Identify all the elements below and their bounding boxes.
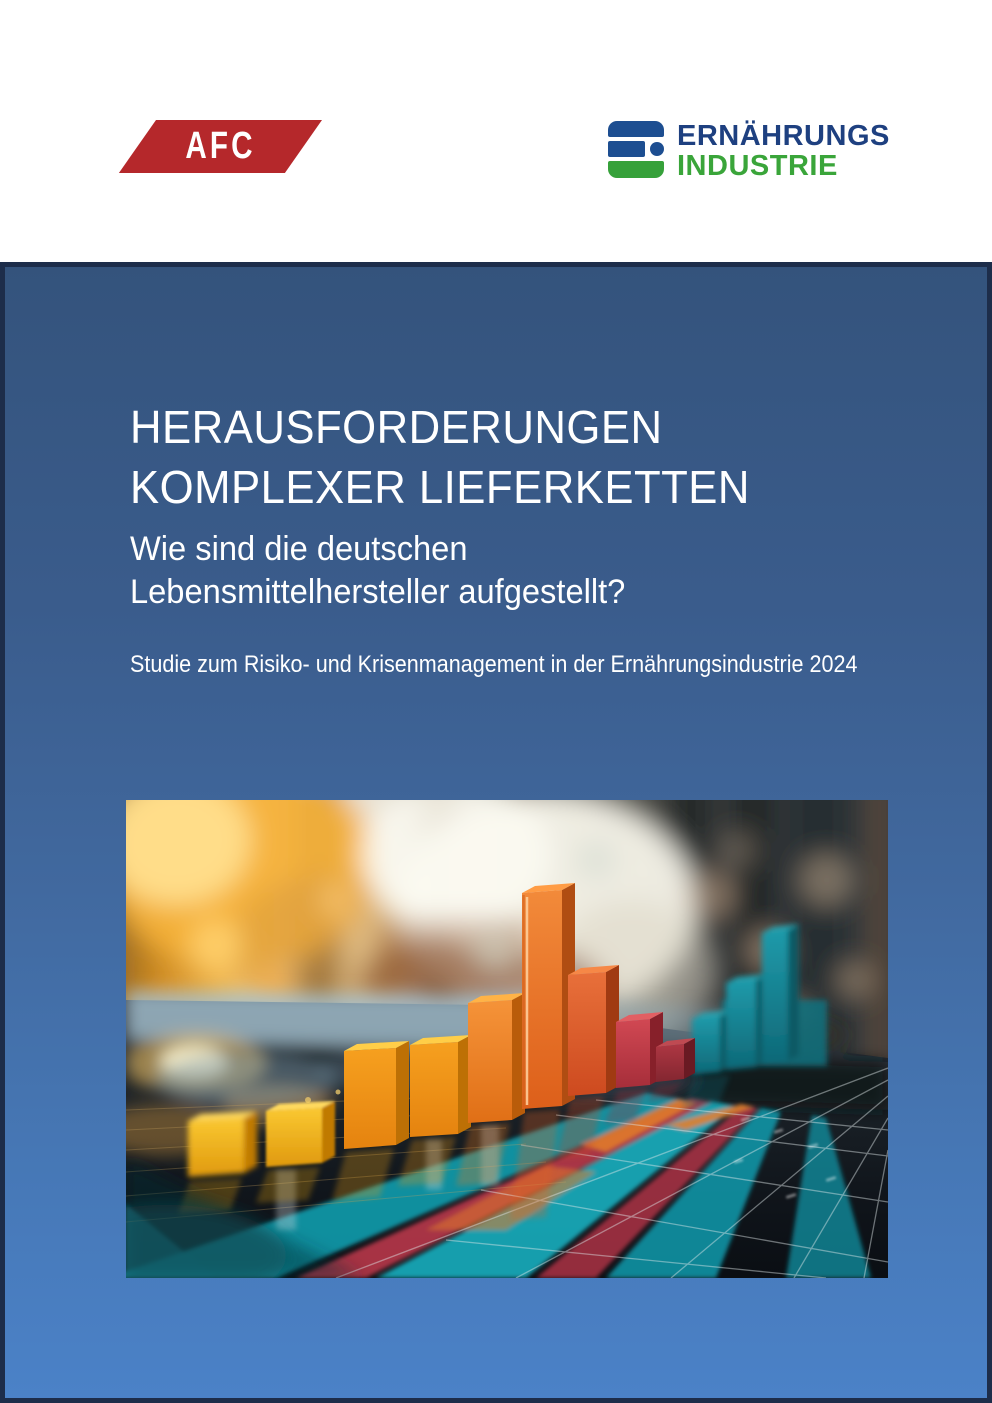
cover-subtitle-line2: Lebensmittelhersteller aufgestellt? [130,573,626,612]
cover-title [130,397,750,517]
icon-bar-bottom [608,161,664,178]
cover-subtitle-line1: Wie sind die deutschen [130,530,468,569]
icon-dot [650,142,664,156]
afc-logo-label: AFC [185,125,256,167]
ernaehrungsindustrie-wordmark [677,121,890,181]
cover-subtitle [130,528,625,614]
ernaehrungsindustrie-logo [608,121,890,181]
study-line: Studie zum Risiko- und Krisenmanagement in der Ernährungsindustrie 2024 [130,650,858,678]
hero-image [126,800,888,1278]
icon-bar-top [608,121,664,137]
bar-chart-photo [126,800,888,1278]
cover-title-line2: KOMPLEXER LIEFERKETTEN [130,460,750,513]
wordmark-line2: INDUSTRIE [677,150,838,182]
ernaehrungsindustrie-icon [608,121,664,178]
icon-bar-middle [608,141,645,157]
cover-panel [0,262,992,1403]
cover-title-line1: HERAUSFORDERUNGEN [130,400,663,453]
afc-logo [119,120,322,173]
wordmark-line1: ERNÄHRUNGS [677,120,890,152]
